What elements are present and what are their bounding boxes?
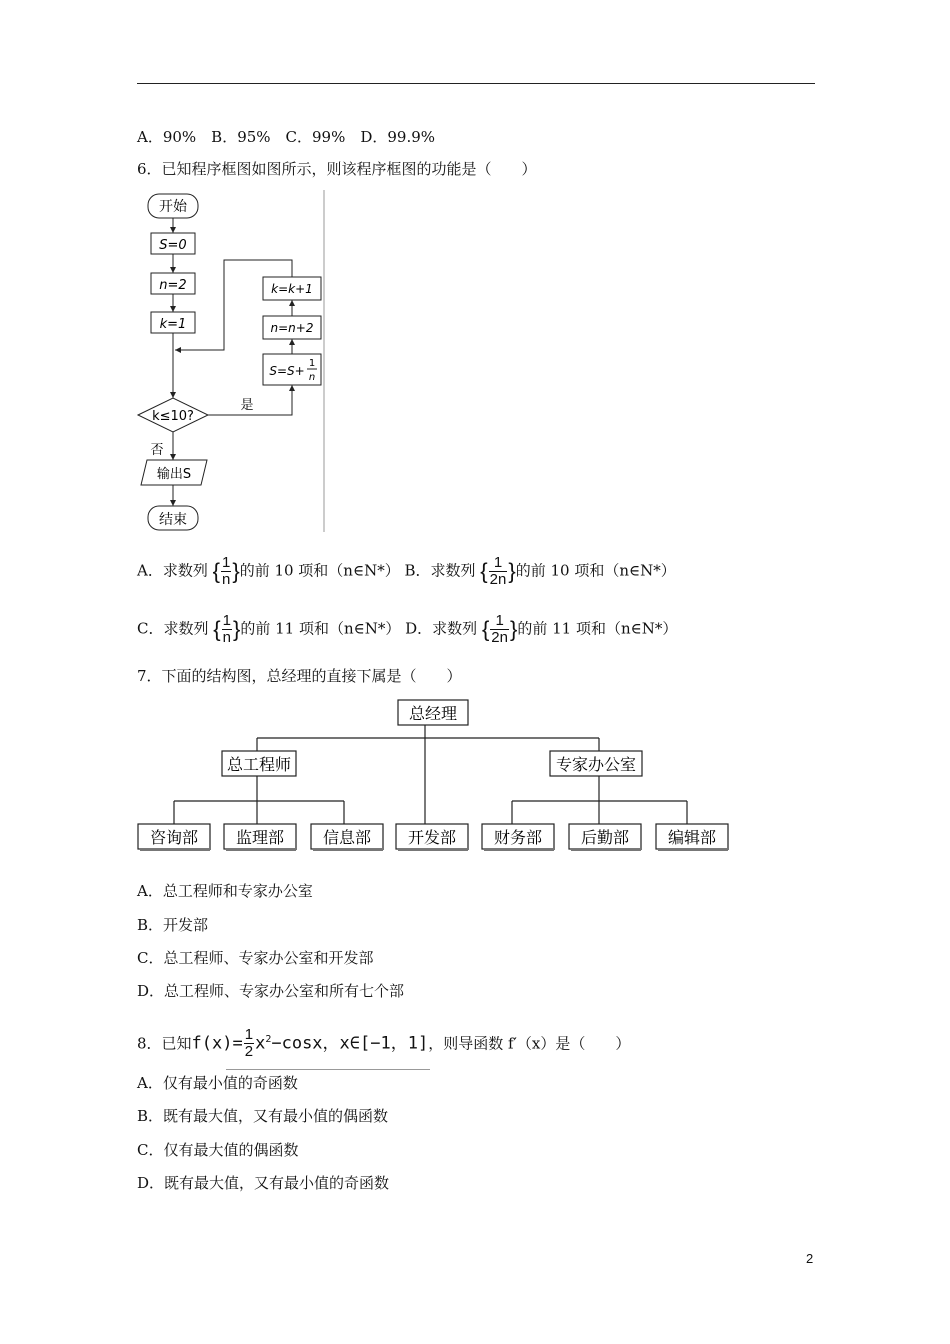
org-expert-office: 专家办公室 xyxy=(555,755,637,774)
brace-close: } xyxy=(232,558,240,584)
brace-close: } xyxy=(232,616,241,642)
q8-stem-suffix: ，则导函数 f′（x）是（ ） xyxy=(428,1034,631,1053)
fraction-numerator: 1 xyxy=(244,1026,254,1043)
fc-end: 结束 xyxy=(159,512,187,528)
org-dept-finance: 财务部 xyxy=(493,828,543,847)
q6-stem: 6．已知程序框图如图所示，则该程序框图的功能是（ ） xyxy=(137,160,537,178)
fc-n2: n=2 xyxy=(159,278,187,293)
fc-yes: 是 xyxy=(240,398,254,413)
flowchart xyxy=(135,188,327,534)
brace-close: } xyxy=(509,616,518,642)
q6-option-c-prefix: C．求数列 xyxy=(137,619,209,638)
fraction-denominator: 2 xyxy=(244,1043,254,1060)
q7-stem: 7．下面的结构图，总经理的直接下属是（ ） xyxy=(137,667,462,685)
q6-option-d-suffix: 的前 11 项和（n∈N*） xyxy=(517,619,678,638)
q6-option-b-suffix: 的前 10 项和（n∈N*） xyxy=(515,561,676,580)
org-chart xyxy=(135,697,731,855)
fraction-numerator: 1 xyxy=(490,613,509,630)
fc-n-increment: n=n+2 xyxy=(270,321,314,335)
header-rule xyxy=(137,83,815,84)
q8-function-formula xyxy=(192,1027,429,1062)
q8-option-a: A．仅有最小值的奇函数 xyxy=(137,1074,298,1092)
org-chief-engineer: 总工程师 xyxy=(226,755,292,774)
q8-stem-prefix: 8．已知 xyxy=(137,1034,192,1053)
fraction-denominator: n xyxy=(222,629,231,646)
formula-rest: −cosx，x∈[−1，1] xyxy=(271,1033,429,1054)
q7-option-d: D．总工程师、专家办公室和所有七个部 xyxy=(137,982,405,1000)
formula-variable: x xyxy=(255,1033,266,1054)
q6-option-d-fraction xyxy=(490,613,509,646)
formula-lhs: f(x)= xyxy=(191,1033,243,1054)
brace-open: { xyxy=(213,616,221,642)
q6-option-c-fraction xyxy=(222,613,232,646)
org-general-manager: 总经理 xyxy=(408,704,458,723)
brace-close: } xyxy=(508,558,516,584)
org-dept-edit: 编辑部 xyxy=(667,828,717,847)
q7-option-a: A．总工程师和专家办公室 xyxy=(137,882,313,900)
q7-option-b: B．开发部 xyxy=(137,916,209,934)
org-dept-develop: 开发部 xyxy=(407,828,457,847)
fraction-denominator: 2n xyxy=(491,629,508,646)
q8-stem xyxy=(137,1027,630,1062)
brace-open: { xyxy=(212,558,220,584)
q6-option-a-fraction xyxy=(221,555,231,588)
q6-option-c-suffix: 的前 11 项和（n∈N*） xyxy=(240,619,401,638)
brace-open: { xyxy=(480,558,488,584)
q6-option-a-prefix: A．求数列 xyxy=(137,561,208,580)
page-number: 2 xyxy=(806,1251,814,1266)
q6-option-b-prefix: B．求数列 xyxy=(404,561,476,580)
q6-option-c-d xyxy=(137,613,677,646)
org-dept-supervise: 监理部 xyxy=(235,828,285,847)
org-dept-consult: 咨询部 xyxy=(149,828,199,847)
fraction-denominator: n xyxy=(221,571,231,588)
q8-option-c: C．仅有最大值的偶函数 xyxy=(137,1141,299,1159)
fc-k-increment: k=k+1 xyxy=(271,282,313,296)
q6-option-b-fraction xyxy=(489,555,508,588)
fraction-numerator: 1 xyxy=(489,555,508,572)
org-dept-info: 信息部 xyxy=(322,828,372,847)
fc-s0: S=0 xyxy=(159,238,187,253)
q6-option-a-b xyxy=(137,555,676,588)
fc-s-update-num: 1 xyxy=(308,358,316,369)
fc-s-update: S=S+ xyxy=(269,364,305,378)
fc-condition: k≤10? xyxy=(152,409,194,424)
fraction-numerator: 1 xyxy=(221,554,231,571)
fc-no: 否 xyxy=(150,443,164,458)
fc-output: 输出S xyxy=(156,467,192,482)
brace-open: { xyxy=(481,616,490,642)
formula-exponent: 2 xyxy=(265,1033,272,1045)
org-dept-logistics: 后勤部 xyxy=(580,828,630,847)
q6-option-d-prefix: D．求数列 xyxy=(405,619,478,638)
q8-option-d: D．既有最大值，又有最小值的奇函数 xyxy=(137,1174,390,1192)
q8-option-b: B．既有最大值，又有最小值的偶函数 xyxy=(137,1107,389,1125)
formula-fraction xyxy=(244,1027,254,1060)
q6-option-a-suffix: 的前 10 项和（n∈N*） xyxy=(239,561,400,580)
formula-underline xyxy=(226,1069,431,1070)
fc-s-update-den: n xyxy=(308,372,316,383)
fraction-numerator: 1 xyxy=(222,612,231,629)
q5-options: A．90% B．95% C．99% D．99.9% xyxy=(137,128,436,146)
fc-start: 开始 xyxy=(159,199,187,215)
fc-k1: k=1 xyxy=(159,317,187,332)
fraction-denominator: 2n xyxy=(489,571,507,588)
q7-option-c: C．总工程师、专家办公室和开发部 xyxy=(137,949,374,967)
